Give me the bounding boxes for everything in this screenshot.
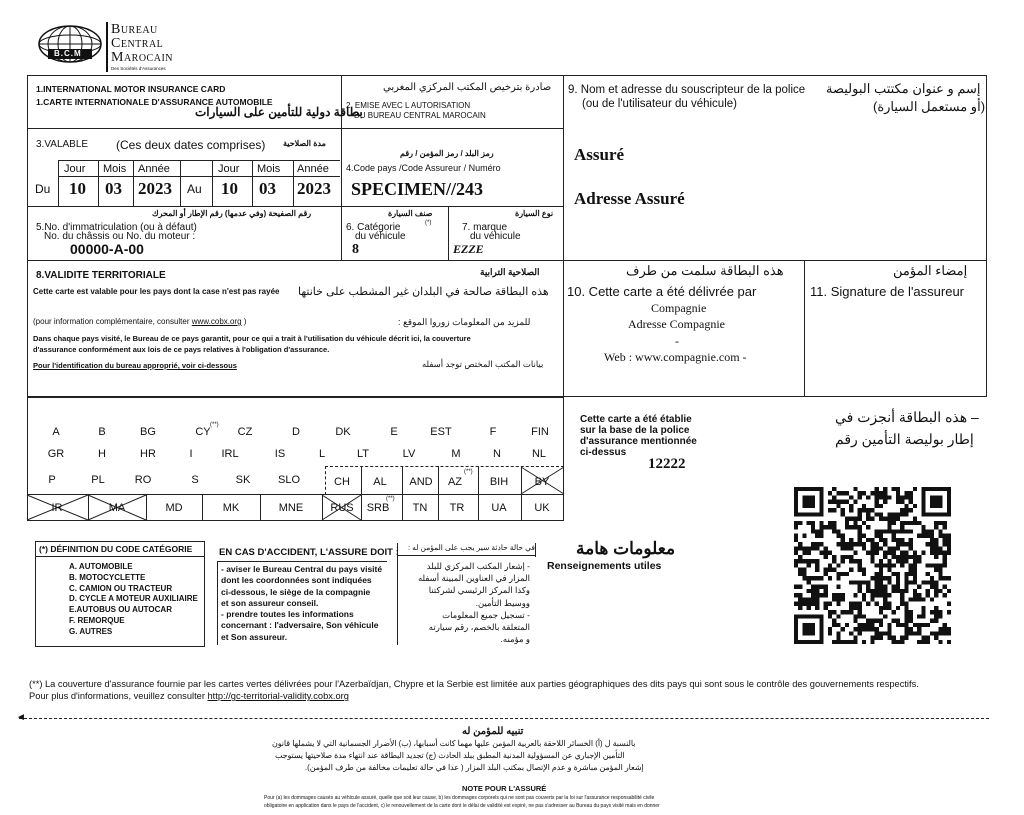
country-A: A — [52, 426, 60, 438]
accident-list — [221, 564, 382, 643]
country-AL: AL — [373, 476, 387, 488]
box5-value: 00000-A-00 — [70, 241, 144, 257]
box5-line1: 5.No. d'immatriculation (ou à défaut) — [36, 222, 197, 233]
country-AZ: AZ — [447, 476, 463, 488]
country-S: S — [191, 474, 199, 486]
country-MA: MA — [108, 502, 126, 514]
notice-fr-1: Pour (a) les dommages causés au véhicule assuré, quelle que soit leur cause, b) les dommages corporels qui ne sont pas couverts par la loi sur l'assurance responsabilité civile — [264, 795, 655, 801]
box9-arabic1: إسم و عنوان مكتتب البوليصة — [826, 81, 981, 96]
box7-line2: du véhicule — [470, 231, 521, 242]
policy-line2: sur la base de la police — [580, 425, 690, 436]
box10-web[interactable]: Web : www.compagnie.com - — [604, 350, 747, 364]
from-month: 03 — [105, 179, 122, 198]
accident-item: - prendre toutes les informations — [221, 609, 354, 620]
country-L: L — [318, 448, 326, 460]
country-DK: DK — [335, 426, 351, 438]
country-D: D — [292, 426, 300, 438]
country-IR: IR — [51, 502, 63, 514]
country-P: P — [48, 474, 56, 486]
notice-arabic-2: التأمين الإجباري عن المسؤولية المدنية المطبق ببلد الحادث (ج) تجديد البطاقة عند انتهاء مدة صلاحيتها يستوجب — [275, 751, 625, 760]
logo-line3: Marocain — [111, 50, 174, 65]
box3-label: 3.VALABLE — [36, 139, 89, 150]
box7-value: EZZE — [453, 242, 484, 256]
footnote-line2-text: Pour plus d'informations, veuillez consulter — [29, 691, 205, 701]
box6-value: 8 — [352, 242, 359, 257]
accident-item: - aviser le Bureau Central du pays visité — [221, 564, 383, 574]
to-day: 10 — [221, 179, 238, 198]
logo-emblem-text: B.C.M — [54, 49, 82, 58]
box8-title: 8.VALIDITE TERRITORIALE — [36, 270, 166, 281]
country-LT: LT — [356, 448, 370, 460]
accident-item: dont les coordonnées sont indiquées — [221, 575, 372, 586]
def-item: E.AUTOBUS OU AUTOCAR — [69, 605, 172, 615]
box6-line1: 6. Catégorie — [346, 222, 401, 233]
from-day: 10 — [69, 179, 86, 198]
country-CY: CY — [195, 426, 211, 438]
date-du-label: Du — [35, 182, 51, 196]
box4-label: 4.Code pays /Code Assureur / Numéro — [346, 163, 501, 173]
box10-address: Adresse Compagnie — [628, 317, 725, 331]
box8-p2: d'assurance conformément aux lois de ce pays relatives à l'obligation d'assurance. — [33, 345, 330, 354]
box1-arabic: بطاقة دولية للتأمين على السيارات — [195, 105, 363, 119]
box7-line1: 7. marque — [462, 222, 508, 233]
date-header-annee2: Année — [297, 163, 329, 175]
box9-label2: (ou de l'utilisateur du véhicule) — [582, 98, 737, 110]
country-SK: SK — [235, 474, 251, 486]
box3-paren: (Ces deux dates comprises) — [116, 138, 266, 152]
arabic-item: - إشعار المكتب المركزي للبلد — [426, 561, 530, 571]
policy-line3: d'assurance mentionnée — [580, 436, 697, 447]
box8-arabic-title: الصلاحية الترابية — [480, 267, 540, 277]
qr-code — [794, 487, 951, 644]
box10-label: 10. Cette carte a été délivrée par — [567, 284, 757, 299]
arabic-box-list — [405, 560, 530, 645]
box9-arabic2: (أو مستعمل السيارة) — [873, 99, 986, 114]
date-header-mois2: Mois — [257, 163, 281, 175]
footnote-line2 — [29, 691, 349, 701]
date-header-mois1: Mois — [103, 163, 127, 175]
box6-line2: du véhicule — [355, 231, 406, 242]
box6-sup: (*) — [425, 220, 432, 226]
box4-arabic: رمز البلد / رمز المؤمن / رقم — [400, 149, 494, 158]
country-IRL: IRL — [221, 448, 239, 460]
country-TR: TR — [449, 502, 465, 514]
logo-line1: Bureau — [111, 22, 158, 37]
date-au-label: Au — [187, 182, 202, 196]
box8-arabic-info: للمزيد من المعلومات زوروا الموقع : — [398, 317, 531, 327]
arabic-item: المزار في العناوين المبينة أسفله — [417, 573, 530, 584]
box2-line1: 2. EMISE AVEC L AUTORISATION — [346, 101, 471, 110]
country-H: H — [98, 448, 106, 460]
country-AND: AND — [409, 476, 433, 488]
cobx-link[interactable]: www.cobx.org — [191, 317, 242, 326]
box5-line2: No. du châssis ou No. du moteur : — [44, 231, 196, 242]
country-HR: HR — [140, 448, 156, 460]
policy-arabic1: – هذه البطاقة أنجزت في — [835, 409, 979, 425]
policy-number: 12222 — [648, 456, 686, 472]
box3-arabic: مدة الصلاحية — [283, 139, 326, 148]
country-LV: LV — [402, 448, 416, 460]
box8-info-text: (pour information complémentaire, consulter — [33, 317, 190, 326]
country-NL: NL — [531, 448, 547, 460]
box8-arabic-ident: بيانات المكتب المختص توجد أسفله — [422, 359, 544, 369]
notice-arabic-1: بالنسبة ل (أ) الخسائر اللاحقة بالعربية المؤمن عليها مهما كانت أسبابها، (ب) الأضرار الجسمانية التي لا يشملها قانون — [272, 739, 636, 748]
country-SRB: SRB — [366, 502, 390, 514]
country-RUS: RUS — [330, 502, 354, 514]
box2-line2: DU BUREAU CENTRAL MAROCAIN — [354, 111, 486, 120]
box6-arabic: صنف السيارة — [388, 209, 433, 218]
accident-item: concernant : l'adversaire, Son véhicule — [221, 620, 379, 631]
date-header-annee1: Année — [138, 163, 170, 175]
arabic-item: المتعلقة بالخصم، رقم سيارته — [428, 622, 530, 633]
footnote-line1: (**) La couverture d'assurance fournie par les cartes vertes délivrées pour l'Azerbaïdjan, Chypre et la Serbie est limitée aux parties géographiques des dits pays qui sont sous le contrôle des gouvernements respectifs. — [29, 679, 919, 689]
country-PL: PL — [91, 474, 105, 486]
def-item: A. AUTOMOBILE — [69, 562, 133, 571]
country-BIH: BIH — [489, 476, 509, 488]
insured-address: Adresse Assuré — [574, 189, 685, 208]
box8-arabic-line1: هذه البطاقة صالحة في البلدان غير المشطب على خانتها — [298, 286, 549, 298]
country-MK: MK — [222, 502, 240, 514]
policy-arabic2: إطار بوليصة التأمين رقم — [835, 431, 974, 447]
country-UK: UK — [534, 502, 550, 514]
def-item: G. AUTRES — [69, 626, 113, 636]
country-BG: BG — [140, 426, 156, 438]
country-CZ: CZ — [237, 426, 253, 438]
box1-line2: 1.CARTE INTERNATIONALE D'ASSURANCE AUTOMOBILE — [36, 97, 273, 107]
box5-arabic: رقم الصفيحة (وفي عدمها) رقم الإطار أو المحرك — [152, 209, 312, 218]
country-SLO: SLO — [277, 474, 300, 486]
accident-title: EN CAS D'ACCIDENT, L'ASSURE DOIT : — [219, 547, 399, 558]
def-item: C. CAMION OU TRACTEUR — [69, 583, 173, 593]
box8-ident: Pour l'identification du bureau approprié, voir ci-dessous — [33, 361, 237, 370]
box7-arabic: نوع السيارة — [515, 209, 554, 218]
arabic-item: وكذا المركز الرئيسي لشركتنا — [428, 585, 530, 596]
country-AZ-sup: (**) — [464, 469, 473, 475]
country-BY: BY — [534, 476, 550, 488]
country-UA: UA — [491, 502, 507, 514]
box10-dash: - — [675, 334, 679, 348]
from-year: 2023 — [138, 179, 172, 198]
accident-item: et Son assureur. — [221, 631, 288, 642]
country-FIN: FIN — [531, 426, 549, 438]
box8-info-end: ) — [243, 317, 247, 326]
box11-label: 11. Signature de l'assureur — [810, 284, 965, 299]
country-CH: CH — [334, 476, 350, 488]
def-item: B. MOTOCYCLETTE — [69, 572, 146, 582]
box11-arabic: إمضاء المؤمن — [893, 263, 968, 278]
to-year: 2023 — [297, 179, 331, 198]
to-month: 03 — [259, 179, 276, 198]
arabic-item: - تسجيل جميع المعلومات — [442, 609, 530, 620]
accident-item: ci-dessous, le siège de la compagnie — [221, 586, 371, 597]
country-MNE: MNE — [278, 502, 304, 514]
renseignements-arabic: معلومات هامة — [576, 539, 676, 558]
arabic-item: ووسيط التأمين. — [475, 597, 530, 608]
country-RO: RO — [134, 474, 152, 486]
arrow-icon: ◄ — [16, 712, 26, 723]
date-header-jour1: Jour — [64, 163, 86, 175]
country-I: I — [189, 448, 193, 460]
country-E: E — [390, 426, 398, 438]
country-B: B — [98, 426, 106, 438]
validity-link[interactable]: http://gc-territorial-validity.cobx.org — [207, 691, 349, 701]
country-M: M — [451, 448, 461, 460]
country-N: N — [493, 448, 501, 460]
country-SRB-sup: (**) — [386, 496, 395, 502]
box9-label: 9. Nom et adresse du souscripteur de la police — [568, 84, 806, 96]
notice-arabic-title: تنبيه للمؤمن له — [462, 726, 524, 737]
box1-line1: 1.INTERNATIONAL MOTOR INSURANCE CARD — [36, 84, 226, 94]
box10-company: Compagnie — [651, 301, 707, 315]
country-EST: EST — [430, 426, 452, 438]
accident-item: et son assureur conseil. — [221, 597, 319, 608]
definition-title: (*) DÉFINITION DU CODE CATÉGORIE — [39, 544, 193, 554]
definition-list — [69, 562, 198, 638]
def-item: F. REMORQUE — [69, 615, 125, 625]
box4-value: SPECIMEN//243 — [351, 179, 484, 199]
notice-arabic-3: إشعار المؤمن مباشرة و عدم الإتصال بمكتب البلد المزار ( عدا في حالة تعليمات مخالفة من طرف المؤمن). — [305, 763, 644, 772]
country-F: F — [489, 426, 497, 438]
box8-p1: Dans chaque pays visité, le Bureau de ce pays garantit, pour ce qui a trait à l'utilisation du véhicule décrit ici, la couverture — [33, 334, 471, 343]
box2-arabic: صادرة بترخيص المكتب المركزي المغربي — [383, 82, 552, 93]
logo-line2: Central — [111, 36, 164, 51]
policy-line1: Cette carte a été établie — [580, 414, 692, 425]
country-GR: GR — [47, 448, 65, 460]
country-IS: IS — [274, 448, 286, 460]
logo-subtitle: Des Sociétés d'Assurances — [111, 66, 166, 71]
country-TN: TN — [412, 502, 428, 514]
def-item: D. CYCLE A MOTEUR AUXILIAIRE — [69, 594, 198, 604]
insured-name: Assuré — [574, 145, 625, 164]
box10-arabic: هذه البطاقة سلمت من طرف — [626, 263, 784, 278]
country-MD: MD — [165, 502, 183, 514]
renseignements-title: Renseignements utiles — [547, 560, 662, 572]
policy-line4: ci-dessus — [580, 447, 627, 458]
arabic-item: و مؤمنه. — [500, 634, 530, 645]
box8-line1: Cette carte est valable pour les pays dont la case n'est pas rayée — [33, 287, 280, 296]
notice-fr-title: NOTE POUR L'ASSURÉ — [462, 784, 547, 793]
notice-fr-2: obligatoire en application dans le pays de l'accident, c) le renouvellement de la carte dont le délai de validité est expiré, ne pas s'adresser au Bureau du pays visité mais en donner — [264, 803, 660, 809]
date-header-jour2: Jour — [218, 163, 240, 175]
country-CY-sup: (**) — [210, 422, 219, 428]
arabic-box-title: في حالة حادثة سير يجب على المؤمن له : — [408, 543, 535, 552]
